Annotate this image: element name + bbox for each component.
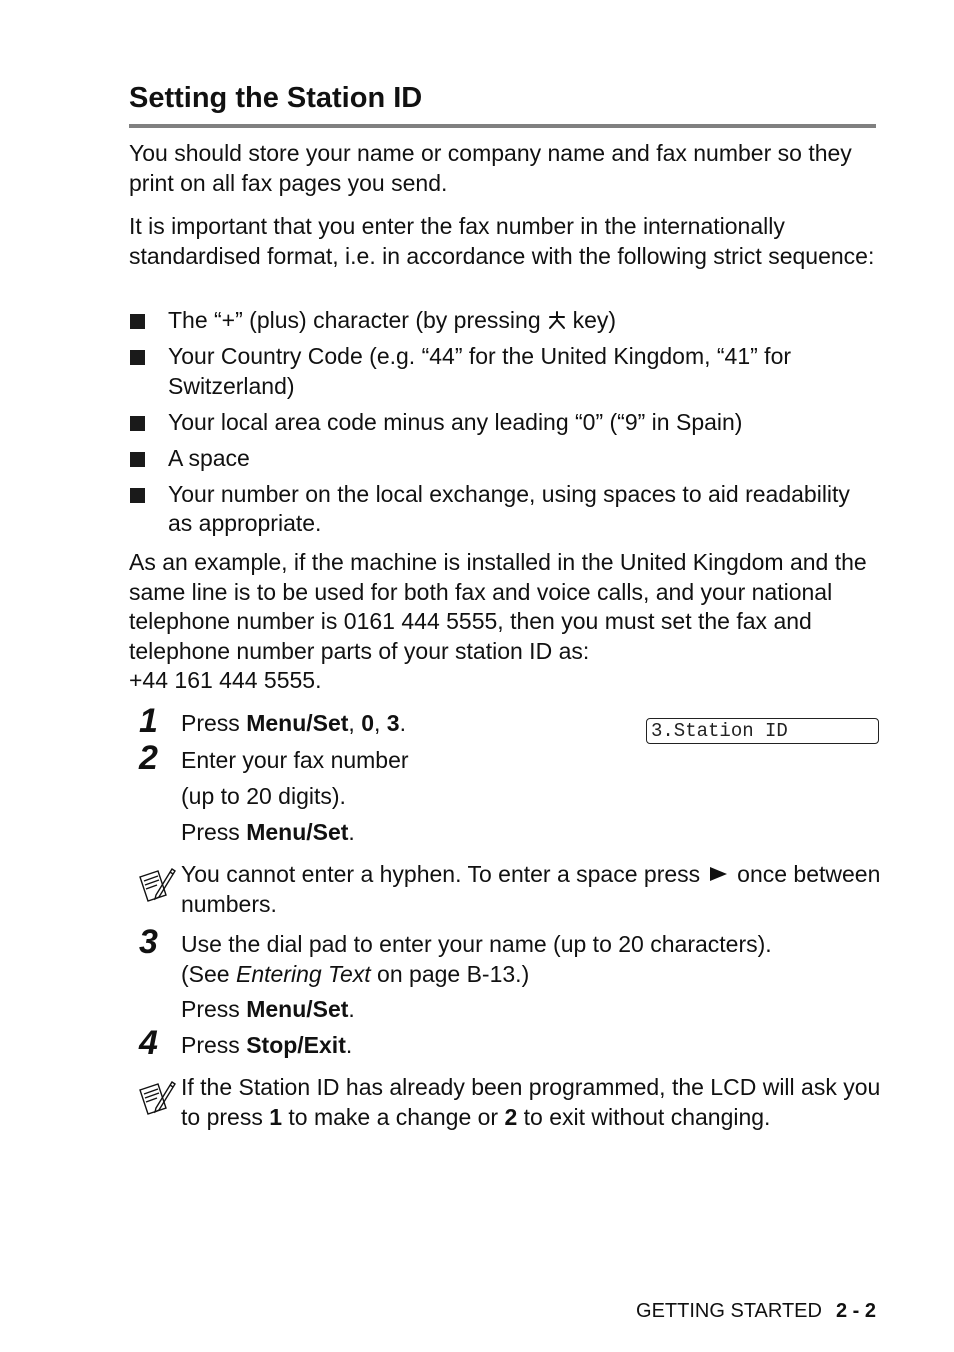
bullet-text: The “+” (plus) character (by pressing <box>168 307 541 333</box>
footer-section: GETTING STARTED <box>636 1300 822 1322</box>
entering-text-reference: Entering Text <box>235 960 371 987</box>
step-3-end: . <box>348 996 355 1022</box>
manual-page <box>129 0 881 1352</box>
footer-page-number: 2 - 2 <box>835 1300 876 1322</box>
note-2-part: If the Station ID has already been programmed, the LCD will ask you to press <box>181 1074 881 1130</box>
step-3-press-text: Press <box>181 996 247 1022</box>
bullet-text: Your number on the local exchange, using spaces to aid readability as appropriate. <box>168 480 850 536</box>
title-rule <box>129 124 876 128</box>
key-3-label: 3 <box>386 710 400 736</box>
step-4-end: . <box>345 1032 353 1058</box>
bullet-text-end: key) <box>572 307 617 333</box>
stop-exit-key-label: Stop/Exit <box>246 1032 346 1058</box>
right-arrow-key-icon <box>710 867 727 881</box>
step-1-sep: , <box>348 710 362 736</box>
note-2-text <box>181 1073 881 1132</box>
step-2-line-2: (up to 20 digits). <box>181 783 346 809</box>
star-key-icon <box>547 310 567 330</box>
example-text: As an example, if the machine is installed in the United Kingdom and the same line is to be used for both fax and voice calls, and your national telephone number is 0161 444 5555, then you must set the fax and telephone number parts of your station ID as: <box>129 549 867 664</box>
menu-set-key-label: Menu/Set <box>246 819 349 845</box>
bullet-square-icon <box>130 350 145 365</box>
bullet-square-icon <box>130 452 145 467</box>
note-pencil-icon <box>136 1078 176 1118</box>
step-4-press-text: Press <box>181 1032 247 1058</box>
step-1-press: Press <box>181 710 247 736</box>
list-item <box>129 444 876 474</box>
note-1-text <box>181 860 881 919</box>
page-footer <box>636 1300 876 1323</box>
step-4-text <box>181 1031 871 1061</box>
step-2-end: . <box>348 819 355 845</box>
example-paragraph <box>129 548 876 696</box>
list-item <box>129 342 876 401</box>
bullet-square-icon <box>130 314 145 329</box>
step-3-number: 3 <box>139 923 158 961</box>
bullet-text: Your local area code minus any leading “0” (“9” in Spain) <box>168 408 743 435</box>
key-0-label: 0 <box>361 710 374 736</box>
key-1-label: 1 <box>269 1103 283 1130</box>
step-2-number: 2 <box>139 739 158 777</box>
bullet-text: Your Country Code (e.g. “44” for the United Kingdom, “41” for Switzerland) <box>168 343 792 399</box>
step-4-number: 4 <box>139 1024 158 1062</box>
list-item <box>129 408 876 438</box>
step-2-line-1: Enter your fax number <box>181 747 409 773</box>
step-3-line-1: Use the dial pad to enter your name (up to 20 characters). <box>181 931 772 957</box>
key-2-label: 2 <box>504 1103 518 1130</box>
note-pencil-icon <box>136 865 176 905</box>
intro-paragraph-2: It is important that you enter the fax number in the internationally standardised format, i.e. in accordance with the following strict sequence: <box>129 213 875 269</box>
step-3-see: (See <box>181 960 236 987</box>
step-3-onpage: on page B-13.) <box>370 960 530 987</box>
example-number: +44 161 444 5555. <box>129 667 322 693</box>
step-1-end: . <box>399 710 406 736</box>
note-2-part: to exit without changing. <box>517 1103 771 1130</box>
step-2-press-text: Press <box>181 819 247 845</box>
note-1-before: You cannot enter a hyphen. To enter a space press <box>181 861 701 887</box>
step-1-sep: , <box>374 710 387 736</box>
bullet-square-icon <box>130 416 145 431</box>
step-2-press <box>181 818 871 848</box>
note-2-part: to make a change or <box>282 1103 505 1130</box>
menu-set-key-label: Menu/Set <box>246 996 349 1022</box>
bullet-square-icon <box>130 488 145 503</box>
menu-set-key-label: Menu/Set <box>246 710 349 736</box>
list-item <box>129 480 876 539</box>
list-item <box>129 306 876 336</box>
page-title: Setting the Station ID <box>129 82 423 114</box>
bullet-text: A space <box>168 444 250 471</box>
format-sequence-list <box>129 306 876 545</box>
lcd-display: 3.Station ID <box>646 718 879 744</box>
step-3-text <box>181 930 871 989</box>
note-1-after: once between numbers. <box>181 861 881 917</box>
step-1-number: 1 <box>139 702 158 740</box>
intro-paragraph-1: You should store your name or company name and fax number so they print on all fax pages you send. <box>129 140 852 196</box>
step-3-press <box>181 995 871 1025</box>
